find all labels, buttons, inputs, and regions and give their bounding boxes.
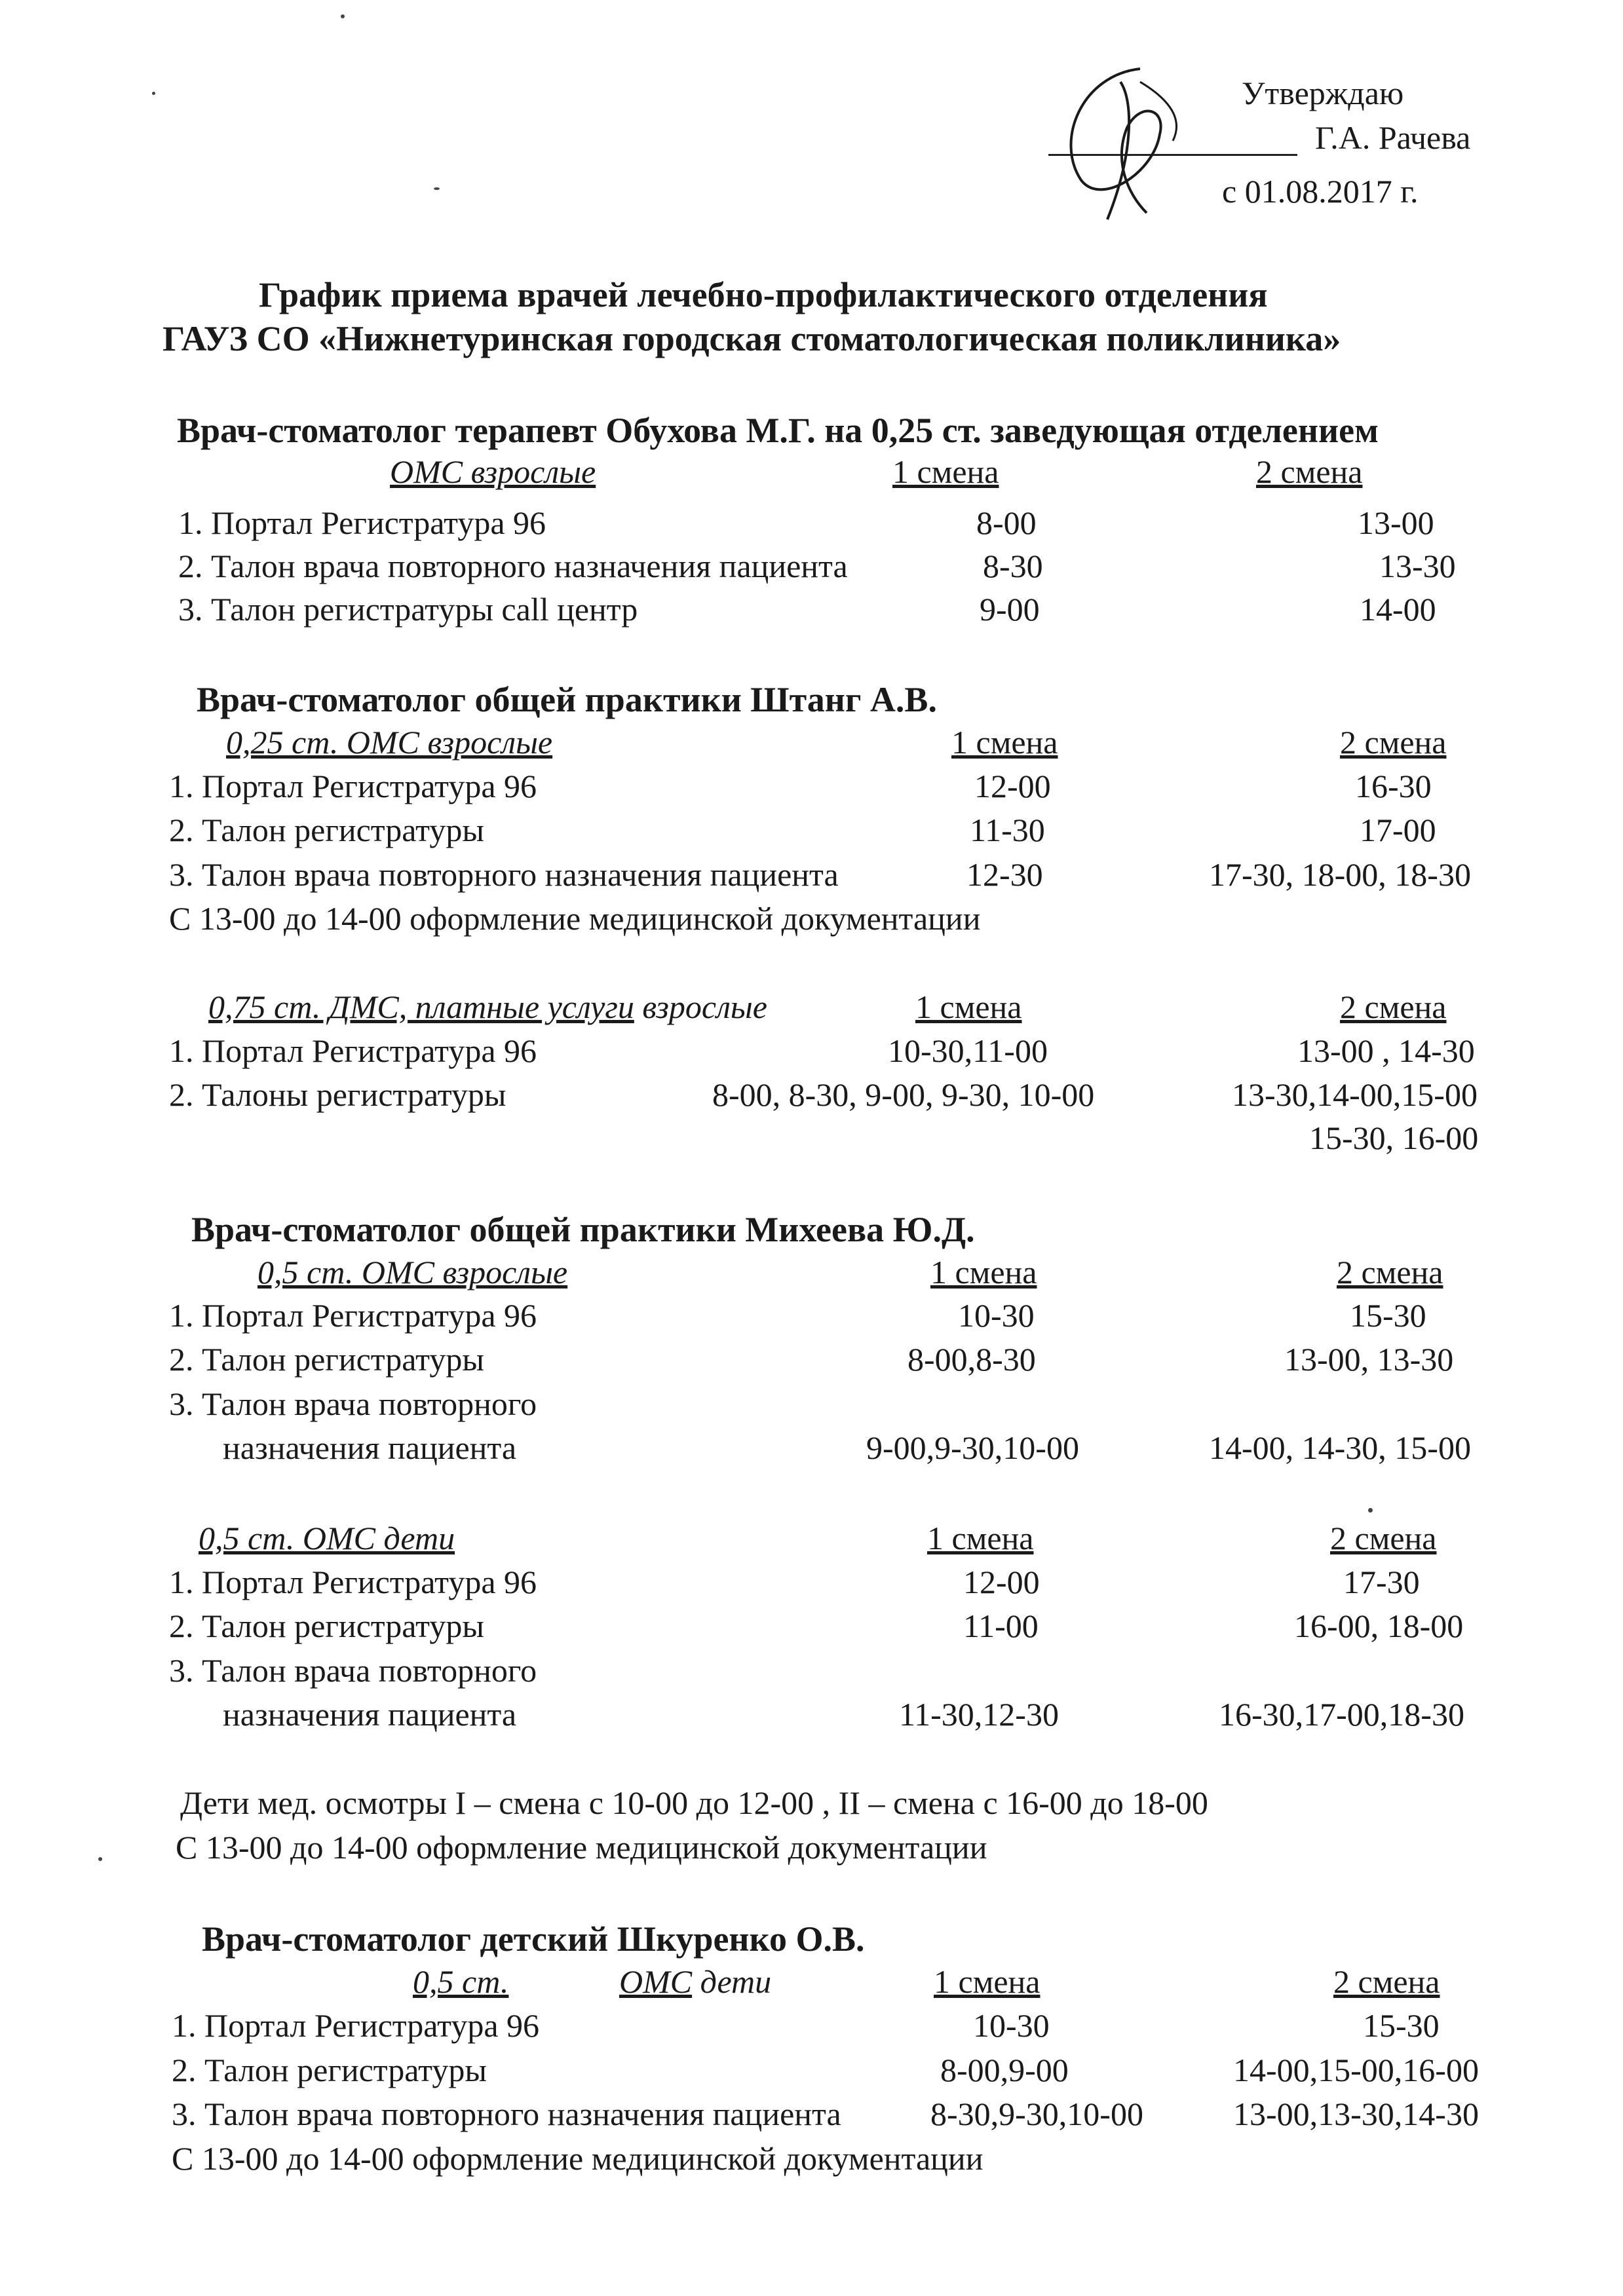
doctor2-groupB-row-shift2: 13-30,14-00,15-00 xyxy=(1232,1076,1478,1113)
doctor2-row-shift1: 12-00 xyxy=(974,768,1051,804)
doctor3-groupB-row-shift1: 11-00 xyxy=(963,1608,1039,1644)
doctor3-row-shift2: 13-00, 13-30 xyxy=(1284,1341,1454,1378)
doctor4-shift1-header: 1 смена xyxy=(934,1963,1041,2000)
doctor2-groupB-row-label: 2. Талоны регистратуры xyxy=(169,1076,506,1113)
doctor3-row-shift1: 9-00,9-30,10-00 xyxy=(866,1429,1079,1466)
doctor3-note2: С 13-00 до 14-00 оформление медицинской документации xyxy=(176,1829,987,1866)
doctor2-groupB-row-shift1: 10-30,11-00 xyxy=(888,1032,1048,1069)
doctor3-groupB-row-label: 1. Портал Регистратура 96 xyxy=(169,1564,537,1600)
doctor4-shift2-header: 2 смена xyxy=(1333,1963,1440,2000)
doctor1-shift2-header: 2 смена xyxy=(1256,453,1363,490)
doctor2-groupB-shift1-header: 1 смена xyxy=(915,988,1022,1025)
doctor2-row-label: 1. Портал Регистратура 96 xyxy=(169,768,537,804)
doctor3-row-label-cont: назначения пациента xyxy=(223,1429,517,1466)
doctor3-groupB-shift1-header: 1 смена xyxy=(927,1520,1034,1556)
doctor2-groupB-rest: взрослые xyxy=(634,988,767,1025)
signature-scribble xyxy=(1042,62,1193,229)
doctor4-row-shift2: 13-00,13-30,14-30 xyxy=(1233,2096,1479,2132)
doctor2-row-shift1: 11-30 xyxy=(970,812,1045,848)
doctor2-groupA-note: С 13-00 до 14-00 оформление медицинской документации xyxy=(169,900,981,937)
doctor3-groupB-row-label-cont: назначения пациента xyxy=(223,1696,517,1733)
doctor2-row-shift2: 16-30 xyxy=(1355,768,1432,804)
doctor1-row-shift1: 8-30 xyxy=(983,548,1043,584)
title-line1: График приема врачей лечебно-профилактического отделения xyxy=(259,275,1268,314)
doctor3-row-shift2: 15-30 xyxy=(1350,1297,1426,1334)
doctor3-groupA-shift1-header: 1 смена xyxy=(930,1254,1037,1290)
doctor1-row-label: 2. Талон врача повторного назначения пациента xyxy=(178,548,848,584)
doctor3-groupB-row-shift2: 16-00, 18-00 xyxy=(1294,1608,1464,1644)
doctor3-heading: Врач-стоматолог общей практики Михеева Ю.Д. xyxy=(191,1210,975,1249)
doctor1-row-shift1: 8-00 xyxy=(976,504,1037,541)
doctor1-row-shift2: 13-30 xyxy=(1379,548,1456,584)
doctor2-row-shift1: 12-30 xyxy=(966,856,1043,893)
doctor3-groupA-shift2-header: 2 смена xyxy=(1337,1254,1443,1290)
doctor3-groupB-shift2-header: 2 смена xyxy=(1330,1520,1437,1556)
doctor3-groupB-row-shift2: 16-30,17-00,18-30 xyxy=(1219,1696,1464,1733)
doctor3-row-shift2: 14-00, 14-30, 15-00 xyxy=(1209,1429,1471,1466)
approval-date: с 01.08.2017 г. xyxy=(1222,173,1419,210)
doctor4-group-type xyxy=(619,1962,771,2001)
doctor1-row-shift1: 9-00 xyxy=(980,591,1040,628)
doctor1-group: ОМС взрослые xyxy=(390,453,596,490)
doctor4-row-label: 3. Талон врача повторного назначения пациента xyxy=(172,2096,841,2132)
doctor2-groupB-row-shift2-cont: 15-30, 16-00 xyxy=(1309,1120,1479,1156)
doctor4-row-label: 1. Портал Регистратура 96 xyxy=(172,2007,540,2044)
approval-name: Г.А. Рачева xyxy=(1315,119,1471,156)
doctor4-group-children: дети xyxy=(692,1963,772,2000)
doctor3-groupB-row-shift1: 11-30,12-30 xyxy=(899,1696,1059,1733)
doctor2-groupB-underlined: 0,75 ст. ДМС, платные услуги xyxy=(208,988,634,1025)
doctor4-note: С 13-00 до 14-00 оформление медицинской документации xyxy=(172,2140,983,2177)
approval-approve: Утверждаю xyxy=(1242,75,1404,111)
doctor2-heading: Врач-стоматолог общей практики Штанг А.В. xyxy=(197,680,937,719)
doctor2-row-label: 2. Талон регистратуры xyxy=(169,812,484,848)
doctor3-row-shift1: 10-30 xyxy=(958,1297,1035,1334)
doctor1-heading: Врач-стоматолог терапевт Обухова М.Г. на 0,25 ст. заведующая отделением xyxy=(177,411,1379,450)
doctor2-groupA-shift1-header: 1 смена xyxy=(951,724,1058,761)
doctor2-groupA: 0,25 ст. ОМС взрослые xyxy=(226,724,553,761)
doctor1-row-shift2: 13-00 xyxy=(1358,504,1434,541)
doctor3-groupB-row-label: 2. Талон регистратуры xyxy=(169,1608,484,1644)
doctor3-groupA: 0,5 ст. ОМС взрослые xyxy=(258,1254,568,1290)
doctor4-heading: Врач-стоматолог детский Шкуренко О.В. xyxy=(202,1919,865,1959)
doctor4-row-label: 2. Талон регистратуры xyxy=(172,2052,487,2088)
doctor4-row-shift1: 8-00,9-00 xyxy=(940,2052,1069,2088)
doctor3-row-shift1: 8-00,8-30 xyxy=(907,1341,1036,1378)
doctor1-row-label: 1. Портал Регистратура 96 xyxy=(178,504,546,541)
scan-speck xyxy=(341,14,345,18)
scan-speck xyxy=(98,1857,102,1861)
doctor4-row-shift1: 10-30 xyxy=(973,2007,1050,2044)
doctor3-row-label: 1. Портал Регистратура 96 xyxy=(169,1297,537,1334)
scan-speck xyxy=(152,92,155,95)
doctor2-row-shift2: 17-00 xyxy=(1360,812,1436,848)
doctor4-row-shift2: 14-00,15-00,16-00 xyxy=(1233,2052,1479,2088)
doctor3-row-label: 3. Талон врача повторного xyxy=(169,1385,537,1422)
doctor4-row-shift1: 8-30,9-30,10-00 xyxy=(930,2096,1143,2132)
doctor3-groupB: 0,5 ст. ОМС дети xyxy=(199,1520,455,1556)
doctor2-groupB-row-label: 1. Портал Регистратура 96 xyxy=(169,1032,537,1069)
doctor3-note1: Дети мед. осмотры I – смена с 10-00 до 12-00 , II – смена с 16-00 до 18-00 xyxy=(180,1784,1208,1821)
doctor3-row-label: 2. Талон регистратуры xyxy=(169,1341,484,1378)
title-line2: ГАУЗ СО «Нижнетуринская городская стоматологическая поликлиника» xyxy=(162,319,1341,358)
doctor1-row-shift2: 14-00 xyxy=(1360,591,1436,628)
doctor2-groupB xyxy=(208,987,767,1026)
doctor3-groupB-row-shift1: 12-00 xyxy=(963,1564,1040,1600)
doctor2-groupB-shift2-header: 2 смена xyxy=(1340,988,1447,1025)
doctor2-groupB-row-shift2: 13-00 , 14-30 xyxy=(1297,1032,1475,1069)
doctor4-row-shift2: 15-30 xyxy=(1363,2007,1440,2044)
doctor1-row-label: 3. Талон регистратуры call центр xyxy=(178,591,638,628)
scan-speck xyxy=(434,187,440,190)
doctor2-groupA-shift2-header: 2 смена xyxy=(1340,724,1447,761)
doctor1-shift1-header: 1 смена xyxy=(892,453,999,490)
doctor4-group-oms: ОМС xyxy=(619,1963,693,2000)
doctor3-groupB-row-label: 3. Талон врача повторного xyxy=(169,1652,537,1689)
doctor2-row-shift2: 17-30, 18-00, 18-30 xyxy=(1209,856,1471,893)
scan-speck xyxy=(1368,1508,1373,1513)
doctor2-groupB-row-shift1: 8-00, 8-30, 9-00, 9-30, 10-00 xyxy=(712,1076,1095,1113)
doctor4-group-rate: 0,5 ст. xyxy=(413,1963,509,2000)
doctor3-groupB-row-shift2: 17-30 xyxy=(1343,1564,1420,1600)
doctor2-row-label: 3. Талон врача повторного назначения пациента xyxy=(169,856,839,893)
